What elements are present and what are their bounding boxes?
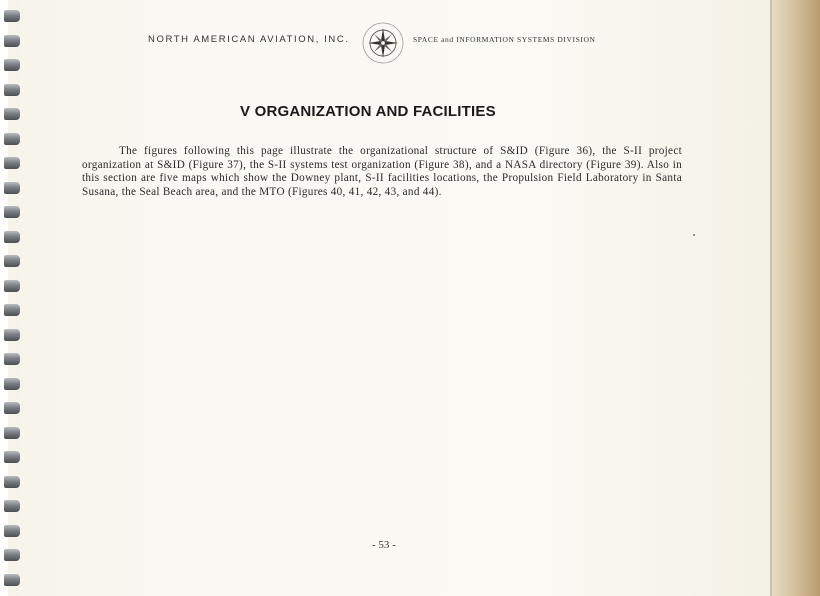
- binding-ring: [4, 353, 20, 365]
- binding-ring: [4, 451, 20, 463]
- binding-ring: [4, 157, 20, 169]
- binding-ring: [4, 206, 20, 218]
- stacked-page-edges: [772, 0, 820, 596]
- binding-ring: [4, 35, 20, 47]
- page-header: [140, 22, 620, 62]
- binding-ring: [4, 280, 20, 292]
- binding-ring: [4, 108, 20, 120]
- binding-ring: [4, 427, 20, 439]
- section-paragraph: The figures following this page illustrate the organizational structure of S&ID (Figure 36), the S-II project organization at S&ID (Figure 37), the S-II systems test organization (Figure 38), and a NASA directory (Figure 39). Also in this section are five maps which show the Downey plant, S-II facilities locations, the Propulsion Field Laboratory in Santa Susana, the Seal Beach area, and the MTO (Figures 40, 41, 42, 43, and 44).: [82, 145, 682, 199]
- spiral-binding: [0, 0, 24, 596]
- binding-ring: [4, 255, 20, 267]
- binding-ring: [4, 182, 20, 194]
- page-number: - 53 -: [372, 539, 396, 551]
- binding-ring: [4, 10, 20, 22]
- section-title: V ORGANIZATION AND FACILITIES: [240, 103, 496, 120]
- binding-ring: [4, 500, 20, 512]
- binding-ring: [4, 378, 20, 390]
- binding-ring: [4, 329, 20, 341]
- document-page: [8, 0, 778, 596]
- paper-speck: [693, 234, 695, 236]
- binding-ring: [4, 549, 20, 561]
- company-name: NORTH AMERICAN AVIATION, INC.: [148, 34, 350, 45]
- binding-ring: [4, 59, 20, 71]
- binding-ring: [4, 133, 20, 145]
- binding-ring: [4, 231, 20, 243]
- binding-ring: [4, 402, 20, 414]
- binding-ring: [4, 476, 20, 488]
- binding-ring: [4, 84, 20, 96]
- binding-ring: [4, 525, 20, 537]
- binding-ring: [4, 574, 20, 586]
- division-name: SPACE and INFORMATION SYSTEMS DIVISION: [413, 35, 596, 44]
- binding-ring: [4, 304, 20, 316]
- north-american-aviation-star-logo-icon: [362, 22, 404, 64]
